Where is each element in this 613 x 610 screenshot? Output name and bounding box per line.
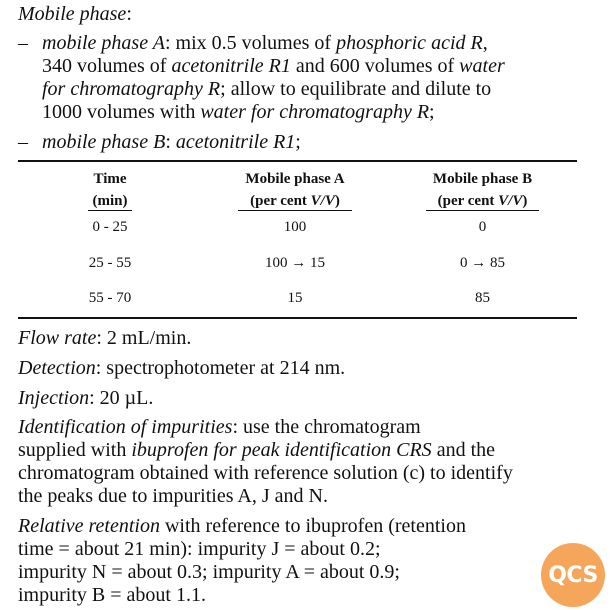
ident-line-4: the peaks due to impurities A, J and N.	[18, 485, 328, 507]
injection-line	[18, 387, 153, 410]
unit-text: (per cent	[437, 193, 499, 209]
col-header-mpa: Mobile phase A	[245, 171, 345, 187]
mpa-text: ; allow to equilibrate and dilute to	[220, 78, 492, 100]
flow-rate-label: Flow rate	[18, 327, 97, 349]
mpa-line-3	[42, 78, 491, 101]
mpa-reagent: acetonitrile R1	[171, 55, 291, 77]
ident-text: supplied with	[18, 439, 132, 461]
mpa-reagent: for chromatography R	[42, 78, 221, 100]
mpb-text: ;	[295, 131, 301, 153]
ident-reagent: ibuprofen for peak identification CRS	[131, 439, 432, 461]
rr-line-3: impurity N = about 0.3; impurity A = about 0.9;	[18, 561, 400, 583]
mpa-text: 1000 volumes with	[42, 101, 201, 123]
rr-line-1	[18, 515, 466, 538]
ident-line-1	[18, 416, 421, 439]
mobile-phase-heading	[18, 3, 132, 26]
col-header-mpb: Mobile phase B	[432, 171, 533, 187]
table-top-rule	[18, 160, 577, 162]
row1-mpa: 100	[283, 219, 307, 235]
unit-text: (per cent	[250, 193, 311, 209]
heading-label: Mobile phase	[18, 3, 127, 25]
detection-label: Detection	[18, 357, 96, 379]
injection-value: : 20 µL.	[89, 387, 154, 409]
col-header-time-unit: (min)	[92, 193, 128, 209]
injection-label: Injection	[18, 387, 90, 409]
col-header-mpa-unit	[200, 192, 390, 210]
mpa-text: and 600 volumes of	[290, 55, 460, 77]
mpa-term: mobile phase A	[42, 32, 165, 54]
row3-mpb: 85	[475, 290, 490, 306]
mpb-reagent: acetonitrile R1	[175, 131, 296, 153]
mpa-text: : mix 0.5 volumes of	[164, 32, 337, 54]
row2-time: 25 - 55	[88, 255, 132, 271]
mpa-reagent: water	[459, 55, 505, 77]
mpa-text: ,	[482, 32, 488, 54]
mpa-line-2	[42, 55, 505, 78]
unit-text: )	[334, 193, 340, 209]
mpb-term: mobile phase B	[42, 131, 166, 153]
bullet-dash-b: –	[18, 131, 28, 153]
ident-line-2	[18, 439, 495, 462]
row3-mpa: 15	[287, 290, 303, 306]
mpa-line-1	[42, 32, 488, 55]
mpa-line-4	[42, 101, 435, 124]
heading-colon: :	[126, 3, 132, 25]
ident-label: Identification of impurities	[18, 416, 233, 438]
mpa-text: ;	[429, 101, 435, 123]
mpa-reagent: phosphoric acid R	[336, 32, 483, 54]
mpb-line	[42, 131, 301, 154]
logo-text: QCS	[548, 562, 598, 588]
row1-time: 0 - 25	[92, 219, 128, 235]
col-header-time: Time	[93, 171, 127, 187]
unit-text: )	[522, 193, 528, 209]
row2-mpb: 0 → 85	[460, 255, 505, 271]
mpa-reagent: water for chromatography R	[200, 101, 430, 123]
col-header-mpb-unit	[400, 192, 565, 210]
unit-text: V/V	[310, 193, 335, 209]
ident-line-3: chromatogram obtained with reference solution (c) to identify	[18, 462, 513, 484]
rr-label: Relative retention	[18, 515, 160, 537]
rr-line-4: impurity B = about 1.1.	[18, 584, 206, 606]
bullet-dash-a: –	[18, 32, 28, 54]
detection-value: : spectrophotometer at 214 nm.	[95, 357, 346, 379]
row3-time: 55 - 70	[88, 290, 132, 306]
mpa-text: 340 volumes of	[42, 55, 172, 77]
mpb-text: :	[165, 131, 176, 153]
flow-rate-line	[18, 327, 191, 350]
row1-mpb: 0	[478, 219, 487, 235]
ident-text: and the	[431, 439, 495, 461]
ident-text: : use the chromatogram	[232, 416, 421, 438]
detection-line	[18, 357, 345, 380]
table-bottom-rule	[18, 317, 577, 319]
row2-mpa: 100 → 15	[265, 255, 325, 271]
header-underline-time	[88, 210, 132, 211]
flow-rate-value: : 2 mL/min.	[96, 327, 192, 349]
qcs-logo	[541, 543, 605, 607]
rr-text: with reference to ibuprofen (retention	[159, 515, 466, 537]
header-underline-mpb	[426, 210, 539, 211]
header-underline-mpa	[238, 210, 352, 211]
unit-text: V/V	[498, 193, 523, 209]
rr-line-2: time = about 21 min): impurity J = about 0.2;	[18, 538, 381, 560]
